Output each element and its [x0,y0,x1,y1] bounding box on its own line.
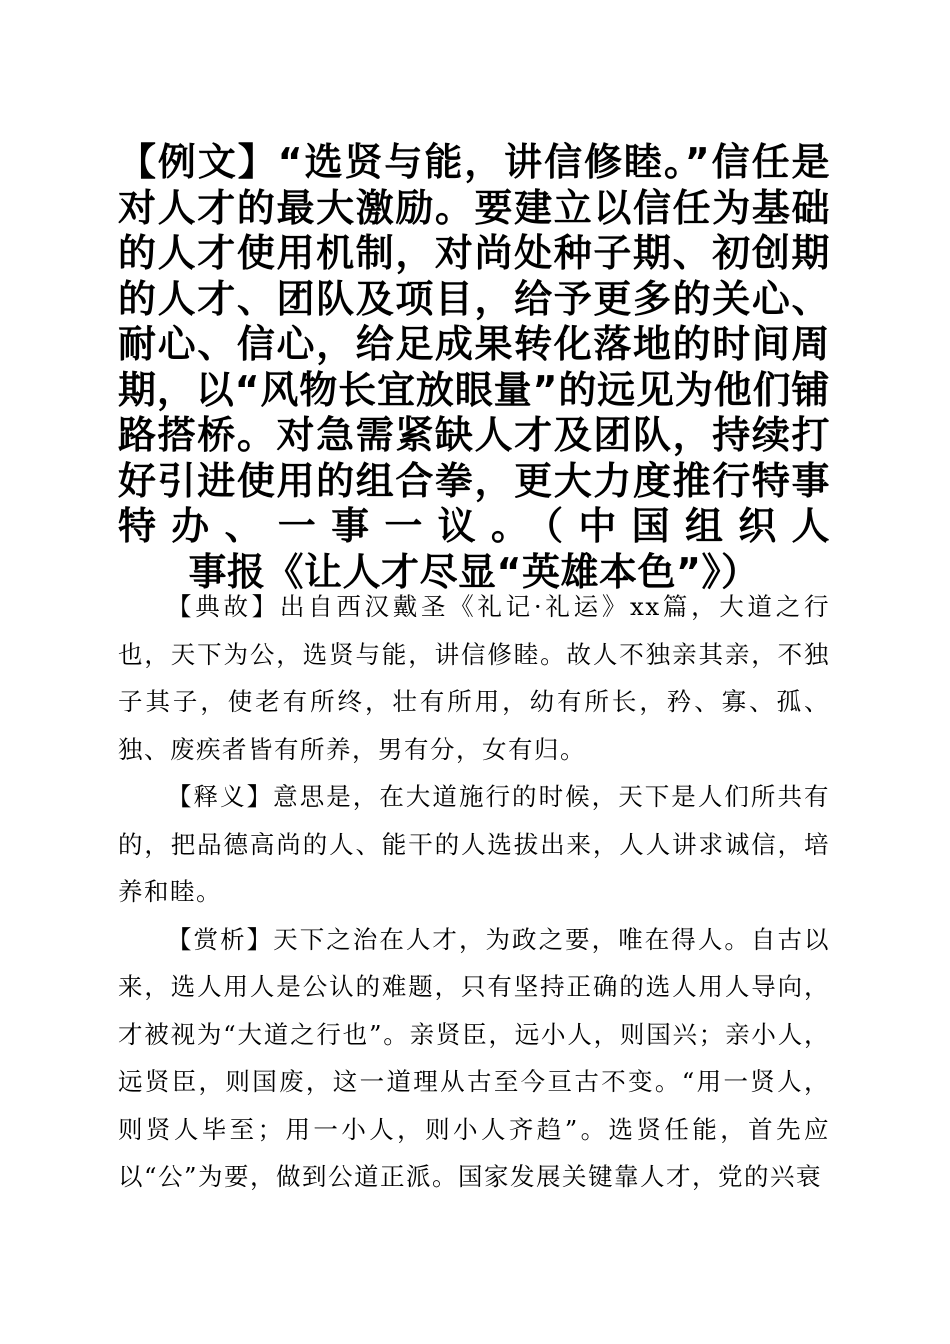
example-passage [118,140,830,595]
example-source: 事报《让人才尽显“英雄本色”》） [188,549,760,594]
example-text: 【例文】“选贤与能，讲信修睦。”信任是对人才的最大激励。要建立以信任为基础的人才使用机制，对尚处种子期、初创期的人才、团队及项目，给予更多的关心、耐心、信心，给足成果转化落地的时间周期，以“风物长宜放眼量”的远见为他们铺路搭桥。对急需紧缺人才及团队，持续打好引进使用的组合拳，更大力度推行特事特办、一事一议。（中国组织人 [118,140,830,548]
analysis-paragraph: 【赏析】天下之治在人才，为政之要，唯在得人。自古以来，选人用人是公认的难题，只有坚持正确的选人用人导向，才被视为“大道之行也”。亲贤臣，远小人，则国兴；亲小人，远贤臣，则国废，这一道理从古至今亘古不变。“用一贤人，则贤人毕至；用一小人，则小人齐趋”。选贤任能，首先应以“公”为要，做到公道正派。国家发展关键靠人才，党的兴衰 [118,924,830,1191]
allusion-paragraph: 【典故】出自西汉戴圣《礼记·礼运》xx篇，大道之行也，天下为公，选贤与能，讲信修睦。故人不独亲其亲，不独子其子，使老有所终，壮有所用，幼有所长，矜、寡、孤、独、废疾者皆有所养，男有分，女有归。 [118,592,830,764]
commentary-section [118,583,830,1201]
meaning-paragraph: 【释义】意思是，在大道施行的时候，天下是人们所共有的，把品德高尚的人、能干的人选拔出来，人人讲求诚信，培养和睦。 [118,782,830,906]
